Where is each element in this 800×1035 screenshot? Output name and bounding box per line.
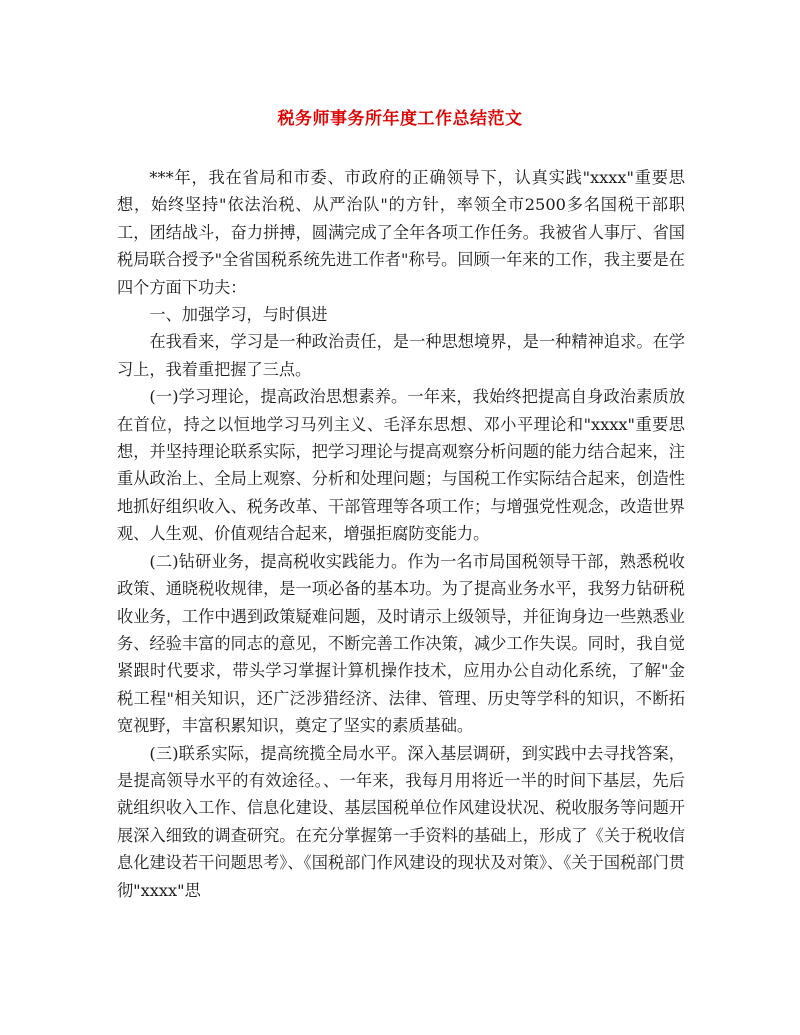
paragraph-study-overview: 在我看来，学习是一种政治责任，是一种思想境界，是一种精神追求。在学习上，我着重把握了三点。 <box>117 332 685 379</box>
paragraph-study-practice: (三)联系实际，提高统揽全局水平。深入基层调研，到实践中去寻找答案，是提高领导水平的有效途径。、一年来，我每月用将近一半的时间下基层，先后就组织收入工作、信息化建设、基层国税单位作风建设状况、税收服务等问题开展深入细致的调查研究。在充分掌握第一手资料的基础上，形成了《关于税收信息化建设若干问题思考》、《国税部门作风建设的现状及对策》、《关于国税部门贯彻"xxxx"思 <box>117 743 685 900</box>
paragraph-intro: ***年，我在省局和市委、市政府的正确领导下，认真实践"xxxx"重要思想，始终坚持"依法治税、从严治队"的方针，率领全市2500多名国税干部职工，团结战斗，奋力拼搏，圆满完成了全年各项工作任务。我被省人事厅、省国税局联合授予"全省国税系统先进工作者"称号。回顾一年来的工作，我主要是在四个方面下功夫： <box>117 168 685 297</box>
paragraph-study-theory: (一)学习理论，提高政治思想素养。一年来，我始终把提高自身政治素质放在首位，持之以恒地学习马列主义、毛泽东思想、邓小平理论和"xxxx"重要思想，并坚持理论联系实际，把学习理论与提高观察分析问题的能力结合起来，注重从政治上、全局上观察、分析和处理问题；与国税工作实际结合起来，创造性地抓好组织收入、税务改革、干部管理等各项工作；与增强党性观念，改造世界观、人生观、价值观结合起来，增强拒腐防变能力。 <box>117 387 685 544</box>
section-heading-1: 一、加强学习，与时俱进 <box>149 305 328 325</box>
paragraph-study-business: (二)钻研业务，提高税收实践能力。作为一名市局国税领导干部，熟悉税收政策、通晓税收规律，是一项必备的基本功。为了提高业务水平，我努力钻研税收业务，工作中遇到政策疑难问题，及时请示上级领导，并征询身边一些熟悉业务、经验丰富的同志的意见，不断完善工作决策，减少工作失误。同时，我自觉紧跟时代要求，带头学习掌握计算机操作技术，应用办公自动化系统，了解"金税工程"相关知识，还广泛涉猎经济、法律、管理、历史等学科的知识，不断拓宽视野，丰富积累知识，奠定了坚实的素质基础。 <box>117 551 685 736</box>
document-body <box>117 164 685 904</box>
document-title: 税务师事务所年度工作总结范文 <box>277 109 523 129</box>
